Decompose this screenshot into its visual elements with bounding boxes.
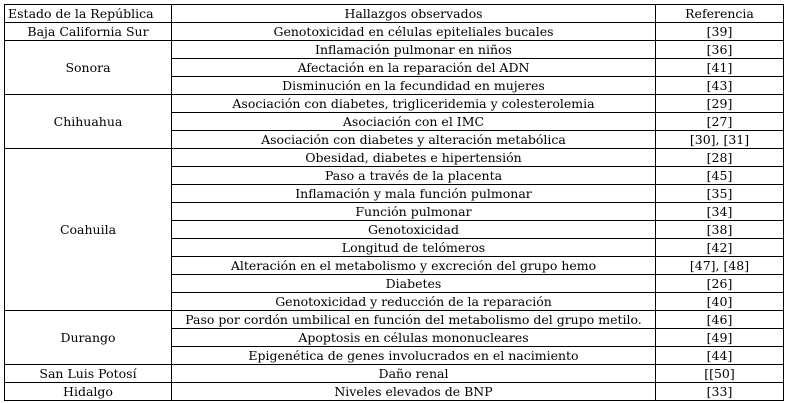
findings-table (4, 4, 784, 401)
header-hallazgos: Hallazgos observados (172, 5, 656, 23)
reference-cell: [27] (656, 113, 784, 131)
reference-cell: [28] (656, 149, 784, 167)
finding-cell: Asociación con el IMC (172, 113, 656, 131)
reference-cell: [34] (656, 203, 784, 221)
table-row (5, 311, 784, 329)
finding-cell: Alteración en el metabolismo y excreción del grupo hemo (172, 257, 656, 275)
reference-cell: [26] (656, 275, 784, 293)
finding-cell: Daño renal (172, 365, 656, 383)
state-cell: Coahuila (5, 149, 172, 311)
finding-cell: Obesidad, diabetes e hipertensión (172, 149, 656, 167)
finding-cell: Diabetes (172, 275, 656, 293)
state-cell: Durango (5, 311, 172, 365)
header-estado: Estado de la República (5, 5, 172, 23)
table-row (5, 365, 784, 383)
reference-cell: [45] (656, 167, 784, 185)
reference-cell: [41] (656, 59, 784, 77)
table-row (5, 95, 784, 113)
finding-cell: Genotoxicidad en células epiteliales bucales (172, 23, 656, 41)
finding-cell: Longitud de telómeros (172, 239, 656, 257)
finding-cell: Paso por cordón umbilical en función del metabolismo del grupo metilo. (172, 311, 656, 329)
reference-cell: [36] (656, 41, 784, 59)
finding-cell: Apoptosis en células mononucleares (172, 329, 656, 347)
finding-cell: Disminución en la fecundidad en mujeres (172, 77, 656, 95)
reference-cell: [29] (656, 95, 784, 113)
reference-cell: [42] (656, 239, 784, 257)
finding-cell: Función pulmonar (172, 203, 656, 221)
table-row (5, 383, 784, 401)
finding-cell: Genotoxicidad (172, 221, 656, 239)
finding-cell: Niveles elevados de BNP (172, 383, 656, 401)
table-row (5, 149, 784, 167)
header-row (5, 5, 784, 23)
reference-cell: [49] (656, 329, 784, 347)
reference-cell: [[50] (656, 365, 784, 383)
reference-cell: [38] (656, 221, 784, 239)
table-row (5, 23, 784, 41)
finding-cell: Inflamación y mala función pulmonar (172, 185, 656, 203)
reference-cell: [30], [31] (656, 131, 784, 149)
finding-cell: Asociación con diabetes y alteración metabólica (172, 131, 656, 149)
finding-cell: Afectación en la reparación del ADN (172, 59, 656, 77)
reference-cell: [40] (656, 293, 784, 311)
header-referencia: Referencia (656, 5, 784, 23)
finding-cell: Genotoxicidad y reducción de la reparación (172, 293, 656, 311)
reference-cell: [44] (656, 347, 784, 365)
finding-cell: Paso a través de la placenta (172, 167, 656, 185)
reference-cell: [35] (656, 185, 784, 203)
reference-cell: [46] (656, 311, 784, 329)
table-row (5, 41, 784, 59)
finding-cell: Inflamación pulmonar en niños (172, 41, 656, 59)
findings-table-container (4, 4, 784, 401)
state-cell: San Luis Potosí (5, 365, 172, 383)
reference-cell: [33] (656, 383, 784, 401)
finding-cell: Asociación con diabetes, trigliceridemia y colesterolemia (172, 95, 656, 113)
state-cell: Sonora (5, 41, 172, 95)
reference-cell: [39] (656, 23, 784, 41)
reference-cell: [47], [48] (656, 257, 784, 275)
state-cell: Chihuahua (5, 95, 172, 149)
finding-cell: Epigenética de genes involucrados en el nacimiento (172, 347, 656, 365)
state-cell: Hidalgo (5, 383, 172, 401)
state-cell: Baja California Sur (5, 23, 172, 41)
table-body (5, 23, 784, 401)
reference-cell: [43] (656, 77, 784, 95)
